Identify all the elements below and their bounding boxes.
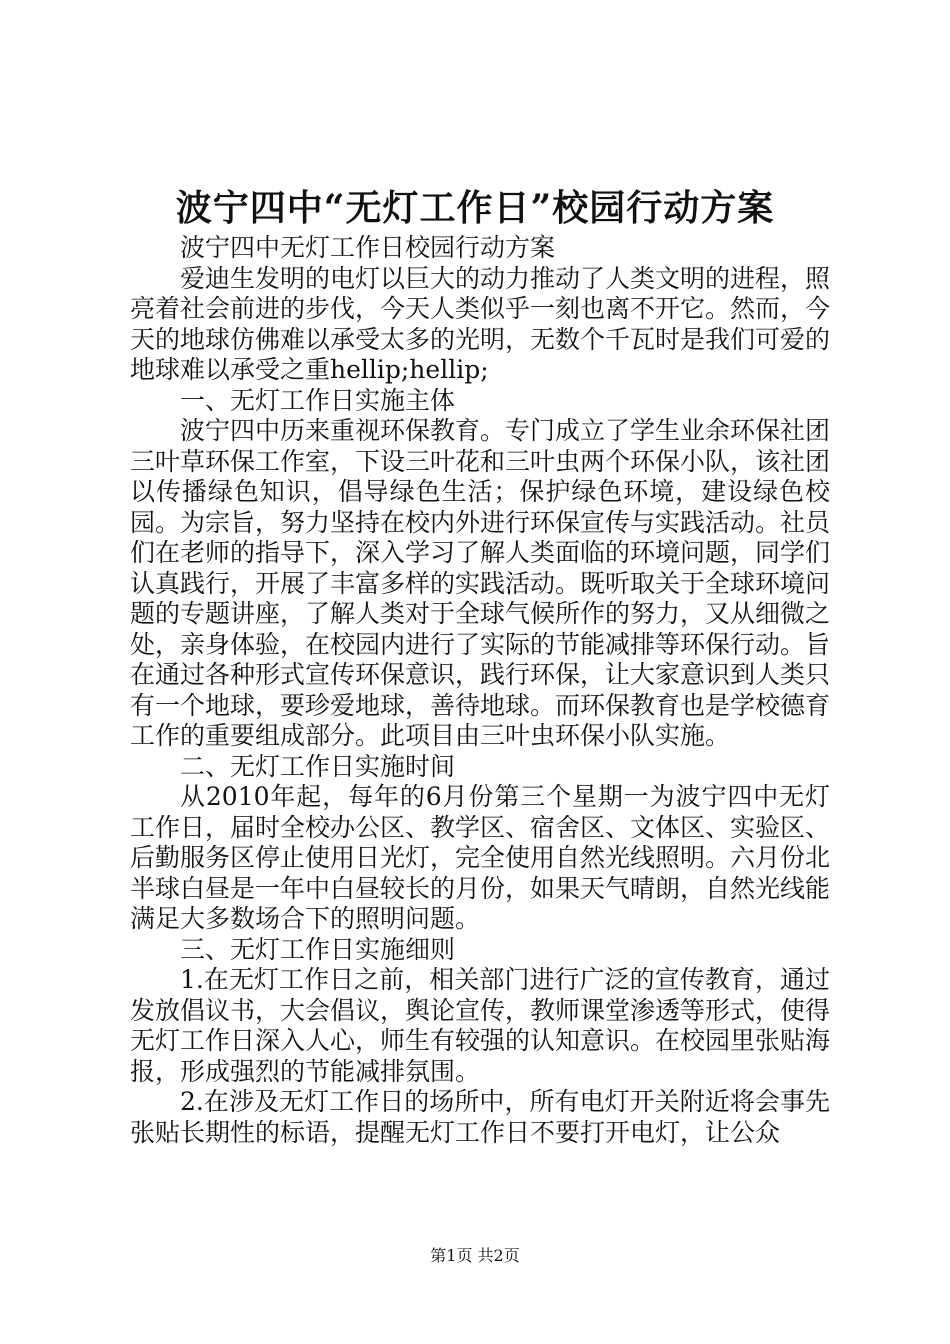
document-title: 波宁四中“无灯工作日”校园行动方案 [175,187,775,229]
paragraph-section-1: 波宁四中历来重视环保教育。专门成立了学生业余环保社团三叶草环保工作室，下设三叶花和三叶虫两个环保小队，该社团以传播绿色知识，倡导绿色生活；保护绿色环境，建设绿色校园。为宗旨，努力坚持在校内外进行环保宣传与实践活动。社员们在老师的指导下，深入学习了解人类面临的环境问题，同学们认真践行，开展了丰富多样的实践活动。既听取关于全球环境问题的专题讲座，了解人类对于全球气候所作的努力，又从细微之处，亲身体验，在校园内进行了实际的节能减排等环保行动。旨在通过各种形式宣传环保意识，践行环保，让大家意识到人类只有一个地球，要珍爱地球，善待地球。而环保教育也是学校德育工作的重要组成部分。此项目由三叶虫环保小队实施。 [130,416,831,750]
section-heading-1: 一、无灯工作日实施主体 [180,385,456,415]
document-body [130,233,830,1148]
paragraph-subtitle: 波宁四中无灯工作日校园行动方案 [180,233,556,262]
section-heading-3: 三、无灯工作日实施细则 [180,934,456,964]
paragraph-intro: 爱迪生发明的电灯以巨大的动力推动了人类文明的进程，照亮着社会前进的步伐，今天人类似乎一刻也离不开它。然而，今天的地球仿佛难以承受太多的光明，无数个千瓦时是我们可爱的地球难以承受之重hellip;hellip; [130,263,831,384]
section-heading-2: 二、无灯工作日实施时间 [180,751,456,781]
paragraph-rule-2: 2.在涉及无灯工作日的场所中，所有电灯开关附近将会事先张贴长期性的标语，提醒无灯工作日不要打开电灯，让公众 [130,1087,830,1147]
page-footer: 第1页 共2页 [430,1246,520,1265]
paragraph-section-2: 从2010年起，每年的6月份第三个星期一为波宁四中无灯工作日，届时全校办公区、教学区、宿舍区、文体区、实验区、后勤服务区停止使用日光灯，完全使用自然光线照明。六月份北半球白昼是一年中白昼较长的月份，如果天气晴朗，自然光线能满足大多数场合下的照明问题。 [130,782,831,933]
paragraph-rule-1: 1.在无灯工作日之前，相关部门进行广泛的宣传教育，通过发放倡议书，大会倡议，舆论宣传，教师课堂渗透等形式，使得无灯工作日深入人心，师生有较强的认知意识。在校园里张贴海报，形成强烈的节能减排氛围。 [130,965,831,1086]
